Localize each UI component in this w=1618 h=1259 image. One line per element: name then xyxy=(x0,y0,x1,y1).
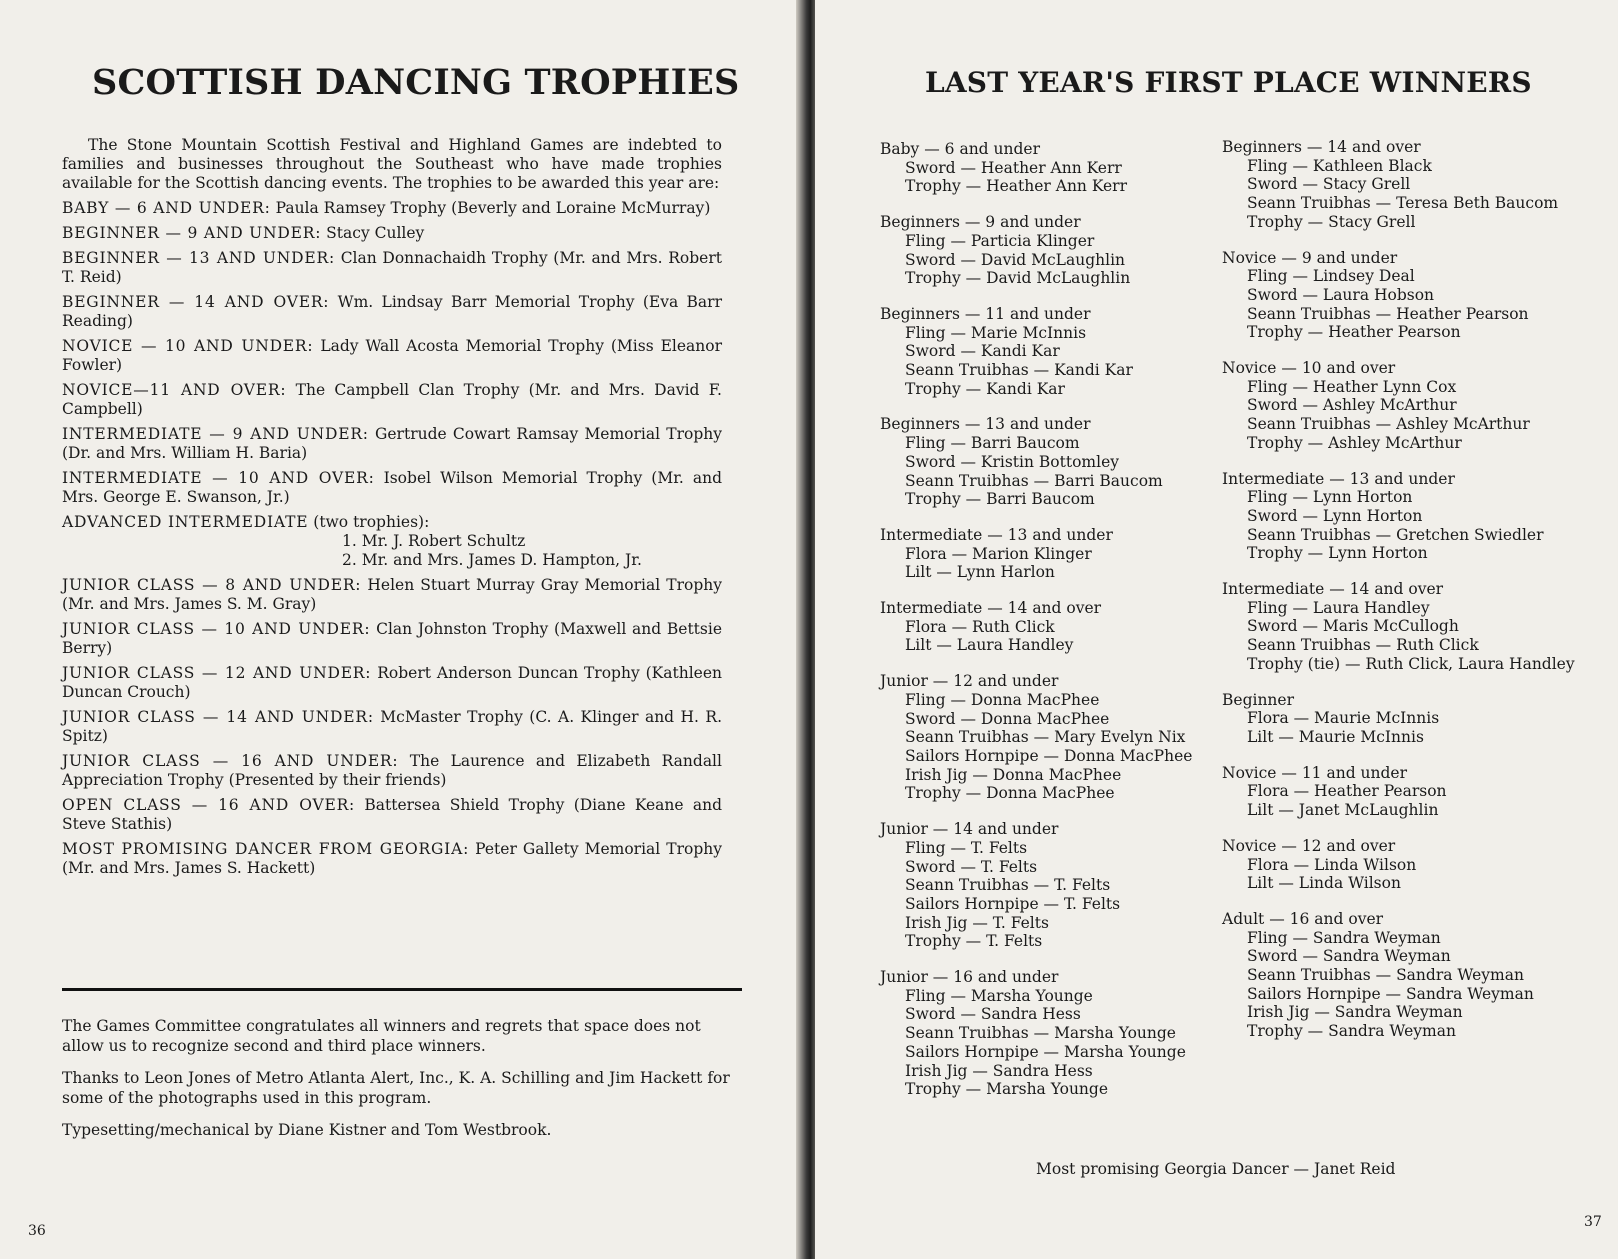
trophy-category: BEGINNER — 9 AND UNDER: xyxy=(62,224,322,242)
winner-entry: Fling — Marie McInnis xyxy=(905,323,1087,342)
winners-column-2 xyxy=(1222,138,1612,1058)
winner-group-heading: Beginners — 9 and under xyxy=(880,213,1081,232)
left-page-title: SCOTTISH DANCING TROPHIES xyxy=(92,62,740,103)
trophy-category: JUNIOR CLASS — 12 AND UNDER: xyxy=(62,664,372,682)
trophy-description: Wm. Lindsay Barr Memorial Trophy (Eva Barr Reading) xyxy=(62,293,722,330)
winner-entry: Seann Truibhas — Gretchen Swiedler xyxy=(1247,525,1544,544)
page-number-right: 37 xyxy=(1584,1214,1602,1230)
trophy-category: MOST PROMISING DANCER FROM GEORGIA: xyxy=(62,840,470,858)
trophy-entries xyxy=(62,199,722,878)
trophy-entry xyxy=(62,337,722,375)
trophy-sub-item: 2. Mr. and Mrs. James D. Hampton, Jr. xyxy=(342,551,642,569)
winner-entry: Lilt — Maurie McInnis xyxy=(1247,727,1424,746)
footer-congrats: The Games Committee congratulates all winners and regrets that space does not allow us to recognize second and third place winners. xyxy=(62,1017,701,1055)
winner-entry: Fling — T. Felts xyxy=(905,838,1028,857)
winner-entry: Trophy — Kandi Kar xyxy=(905,379,1065,398)
winner-entry: Fling — Kathleen Black xyxy=(1247,156,1432,175)
winner-entry: Flora — Marion Klinger xyxy=(905,544,1092,563)
winner-group-heading: Junior — 14 and under xyxy=(880,820,1059,839)
page-number-left: 36 xyxy=(28,1223,46,1239)
trophy-category: JUNIOR CLASS — 16 AND UNDER: xyxy=(62,752,399,770)
winner-group-heading: Intermediate — 13 and under xyxy=(880,525,1113,544)
winner-entry: Fling — Donna MacPhee xyxy=(905,690,1100,709)
winner-entry: Trophy — Ashley McArthur xyxy=(1247,433,1462,452)
winner-entry: Trophy — Barri Baucom xyxy=(905,490,1095,509)
winner-group xyxy=(880,599,1220,655)
winner-entry: Trophy — Stacy Grell xyxy=(1247,212,1416,231)
divider-rule xyxy=(62,988,742,991)
winner-entry: Seann Truibhas — T. Felts xyxy=(905,876,1111,895)
winner-group-heading: Intermediate — 14 and over xyxy=(880,599,1102,618)
trophy-description: The Campbell Clan Trophy (Mr. and Mrs. David F. Campbell) xyxy=(62,381,722,418)
trophy-category: JUNIOR CLASS — 10 AND UNDER: xyxy=(62,620,371,638)
trophy-entry xyxy=(62,469,722,507)
winner-group xyxy=(1222,359,1612,453)
winner-group-heading: Adult — 16 and over xyxy=(1222,909,1384,928)
winner-entry: Lilt — Lynn Harlon xyxy=(905,563,1055,582)
trophy-description: Isobel Wilson Memorial Trophy (Mr. and Mrs. George E. Swanson, Jr.) xyxy=(62,469,722,506)
winner-group xyxy=(1222,764,1612,820)
winner-entry: Lilt — Laura Handley xyxy=(905,636,1074,655)
most-promising-line: Most promising Georgia Dancer — Janet Reid xyxy=(1036,1160,1396,1178)
winner-entry: Trophy — T. Felts xyxy=(905,932,1043,951)
winner-group xyxy=(880,526,1220,582)
trophy-description: Peter Gallety Memorial Trophy (Mr. and Mrs. James S. Hackett) xyxy=(62,840,722,877)
trophy-category: INTERMEDIATE — 10 AND OVER: xyxy=(62,469,375,487)
winner-group-heading: Beginners — 14 and over xyxy=(1222,138,1421,156)
winner-group-heading: Baby — 6 and under xyxy=(880,140,1040,158)
winner-entry: Fling — Heather Lynn Cox xyxy=(1247,377,1457,396)
winner-group-heading: Novice — 11 and under xyxy=(1222,763,1408,782)
winner-entry: Sailors Hornpipe — T. Felts xyxy=(905,894,1121,913)
winner-entry: Seann Truibhas — Mary Evelyn Nix xyxy=(905,728,1186,747)
trophy-entry xyxy=(62,620,722,658)
winner-entry: Sword — Kristin Bottomley xyxy=(905,452,1119,471)
winner-entry: Fling — Laura Handley xyxy=(1247,598,1430,617)
winner-entry: Irish Jig — T. Felts xyxy=(905,913,1049,932)
trophy-entry xyxy=(62,199,722,218)
trophy-entry xyxy=(62,425,722,463)
winner-group xyxy=(880,415,1220,509)
winner-group xyxy=(1222,910,1612,1041)
winner-group-heading: Novice — 10 and over xyxy=(1222,359,1396,378)
winner-entry: Irish Jig — Sandra Weyman xyxy=(1247,1003,1463,1022)
trophy-category: NOVICE—11 AND OVER: xyxy=(62,381,287,399)
trophy-category: JUNIOR CLASS — 8 AND UNDER: xyxy=(62,576,362,594)
winner-group xyxy=(880,672,1220,803)
trophy-category: BABY — 6 AND UNDER: xyxy=(62,199,271,217)
winner-group-heading: Novice — 9 and under xyxy=(1222,248,1398,267)
winner-group xyxy=(880,305,1220,399)
winner-entry: Sword — Sandra Hess xyxy=(905,1005,1081,1024)
trophy-entry xyxy=(62,796,722,834)
winner-entry: Seann Truibhas — Kandi Kar xyxy=(905,361,1133,380)
winner-entry: Fling — Barri Baucom xyxy=(905,434,1080,453)
winner-entry: Trophy — Lynn Horton xyxy=(1247,544,1428,563)
winner-entry: Sailors Hornpipe — Sandra Weyman xyxy=(1247,984,1534,1003)
trophy-description: (two trophies): xyxy=(313,513,430,531)
trophy-description: The Laurence and Elizabeth Randall Appreciation Trophy (Presented by their friends) xyxy=(62,752,722,789)
winner-group-heading: Junior — 16 and under xyxy=(880,968,1059,987)
winner-entry: Flora — Maurie McInnis xyxy=(1247,709,1440,728)
winner-group xyxy=(1222,470,1612,564)
trophy-entry xyxy=(62,664,722,702)
left-page xyxy=(0,0,803,1259)
winner-entry: Trophy — Marsha Younge xyxy=(905,1080,1108,1099)
winner-entry: Sword — David McLaughlin xyxy=(905,250,1126,269)
footer-typesetting: Typesetting/mechanical by Diane Kistner and Tom Westbrook. xyxy=(62,1121,552,1139)
trophy-entry xyxy=(62,840,722,878)
winner-entry: Trophy — Donna MacPhee xyxy=(905,784,1115,803)
winner-entry: Fling — Particia Klinger xyxy=(905,231,1095,250)
winners-column-1 xyxy=(880,140,1220,1116)
winner-entry: Irish Jig — Sandra Hess xyxy=(905,1061,1093,1080)
trophy-description: Clan Johnston Trophy (Maxwell and Bettsie Berry) xyxy=(62,620,722,657)
trophy-category: INTERMEDIATE — 9 AND UNDER: xyxy=(62,425,369,443)
winner-entry: Sword — T. Felts xyxy=(905,857,1038,876)
trophy-entry xyxy=(62,224,722,243)
winner-entry: Trophy — Heather Ann Kerr xyxy=(905,177,1127,196)
trophy-description: Battersea Shield Trophy (Diane Keane and Steve Stathis) xyxy=(62,796,722,833)
winner-entry: Seann Truibhas — Teresa Beth Baucom xyxy=(1247,194,1559,213)
winner-entry: Fling — Lindsey Deal xyxy=(1247,267,1415,286)
winner-entry: Sword — Heather Ann Kerr xyxy=(905,158,1122,177)
winner-group xyxy=(880,820,1220,951)
winner-entry: Trophy — David McLaughlin xyxy=(905,269,1131,288)
winner-entry: Sailors Hornpipe — Marsha Younge xyxy=(905,1042,1186,1061)
footer-thanks: Thanks to Leon Jones of Metro Atlanta Alert, Inc., K. A. Schilling and Jim Hackett for some of the photographs used in this program. xyxy=(62,1069,730,1107)
winner-entry: Sword — Sandra Weyman xyxy=(1247,947,1451,966)
winner-group xyxy=(1222,580,1612,674)
winner-group xyxy=(880,968,1220,1099)
right-page-title: LAST YEAR'S FIRST PLACE WINNERS xyxy=(925,66,1532,99)
winner-entry: Lilt — Janet McLaughlin xyxy=(1247,801,1439,820)
trophy-description: Helen Stuart Murray Gray Memorial Trophy (Mr. and Mrs. James S. M. Gray) xyxy=(62,576,722,613)
winner-entry: Seann Truibhas — Marsha Younge xyxy=(905,1024,1176,1043)
winner-entry: Sword — Donna MacPhee xyxy=(905,709,1110,728)
winner-entry: Flora — Linda Wilson xyxy=(1247,855,1417,874)
winner-entry: Sword — Stacy Grell xyxy=(1247,175,1411,194)
winner-group-heading: Beginner xyxy=(1222,690,1294,709)
winner-entry: Trophy — Heather Pearson xyxy=(1247,323,1461,342)
trophy-category: ADVANCED INTERMEDIATE xyxy=(62,513,309,531)
trophy-entry xyxy=(62,513,722,570)
winner-entry: Sword — Kandi Kar xyxy=(905,342,1060,361)
winner-group-heading: Intermediate — 13 and under xyxy=(1222,469,1455,488)
winner-group-heading: Novice — 12 and over xyxy=(1222,836,1396,855)
trophy-entry xyxy=(62,381,722,419)
trophy-description: Stacy Culley xyxy=(326,224,425,242)
winner-entry: Seann Truibhas — Heather Pearson xyxy=(1247,304,1529,323)
intro-paragraph: The Stone Mountain Scottish Festival and Highland Games are indebted to families and businesses throughout the Southeast who have made trophies available for the Scottish dancing events. The trophies to be awarded this year are: xyxy=(62,136,722,192)
winner-entry: Fling — Marsha Younge xyxy=(905,986,1093,1005)
winner-entry: Trophy (tie) — Ruth Click, Laura Handley xyxy=(1247,654,1575,673)
trophy-entry xyxy=(62,708,722,746)
trophy-description: Paula Ramsey Trophy (Beverly and Loraine McMurray) xyxy=(275,199,711,217)
winner-entry: Seann Truibhas — Sandra Weyman xyxy=(1247,966,1524,985)
winner-entry: Fling — Sandra Weyman xyxy=(1247,928,1441,947)
winner-entry: Sword — Laura Hobson xyxy=(1247,285,1435,304)
trophy-entry xyxy=(62,576,722,614)
winner-entry: Flora — Ruth Click xyxy=(905,617,1055,636)
winner-entry: Fling — Lynn Horton xyxy=(1247,488,1413,507)
winner-entry: Seann Truibhas — Barri Baucom xyxy=(905,471,1163,490)
winner-group xyxy=(1222,691,1612,747)
winner-entry: Sword — Ashley McArthur xyxy=(1247,396,1457,415)
trophy-description: Robert Anderson Duncan Trophy (Kathleen Duncan Crouch) xyxy=(62,664,722,701)
winner-entry: Seann Truibhas — Ruth Click xyxy=(1247,636,1479,655)
winner-group-heading: Intermediate — 14 and over xyxy=(1222,580,1444,599)
winner-entry: Sword — Lynn Horton xyxy=(1247,506,1423,525)
trophy-description: McMaster Trophy (C. A. Klinger and H. R. Spitz) xyxy=(62,708,722,745)
winner-group xyxy=(1222,837,1612,893)
trophy-description: Lady Wall Acosta Memorial Trophy (Miss Eleanor Fowler) xyxy=(62,337,722,374)
trophy-category: NOVICE — 10 AND UNDER: xyxy=(62,337,314,355)
winner-group-heading: Beginners — 13 and under xyxy=(880,415,1091,434)
winner-entry: Seann Truibhas — Ashley McArthur xyxy=(1247,415,1530,434)
trophy-category: BEGINNER — 14 AND OVER: xyxy=(62,293,330,311)
trophy-sub-item: 1. Mr. J. Robert Schultz xyxy=(342,532,526,550)
trophy-entry xyxy=(62,752,722,790)
winner-group-heading: Beginners — 11 and under xyxy=(880,304,1091,323)
winner-entry: Lilt — Linda Wilson xyxy=(1247,874,1401,893)
winner-group xyxy=(1222,249,1612,343)
winner-entry: Trophy — Sandra Weyman xyxy=(1247,1022,1456,1041)
winner-entry: Sailors Hornpipe — Donna MacPhee xyxy=(905,746,1193,765)
winner-group xyxy=(880,213,1220,288)
winner-group xyxy=(1222,138,1612,232)
trophy-category: JUNIOR CLASS — 14 AND UNDER: xyxy=(62,708,374,726)
winner-entry: Sword — Maris McCullogh xyxy=(1247,617,1459,636)
trophy-category: OPEN CLASS — 16 AND OVER: xyxy=(62,796,356,814)
winner-entry: Flora — Heather Pearson xyxy=(1247,782,1447,801)
trophy-category: BEGINNER — 13 AND UNDER: xyxy=(62,249,335,267)
trophy-entry xyxy=(62,249,722,287)
winner-group-heading: Junior — 12 and under xyxy=(880,672,1059,691)
trophy-list xyxy=(62,136,722,884)
left-footer xyxy=(62,1016,742,1152)
trophy-description: Clan Donnachaidh Trophy (Mr. and Mrs. Robert T. Reid) xyxy=(62,249,722,286)
winner-entry: Irish Jig — Donna MacPhee xyxy=(905,765,1122,784)
winner-group xyxy=(880,140,1220,196)
trophy-entry xyxy=(62,293,722,331)
trophy-description: Gertrude Cowart Ramsay Memorial Trophy (Dr. and Mrs. William H. Baria) xyxy=(62,425,722,462)
